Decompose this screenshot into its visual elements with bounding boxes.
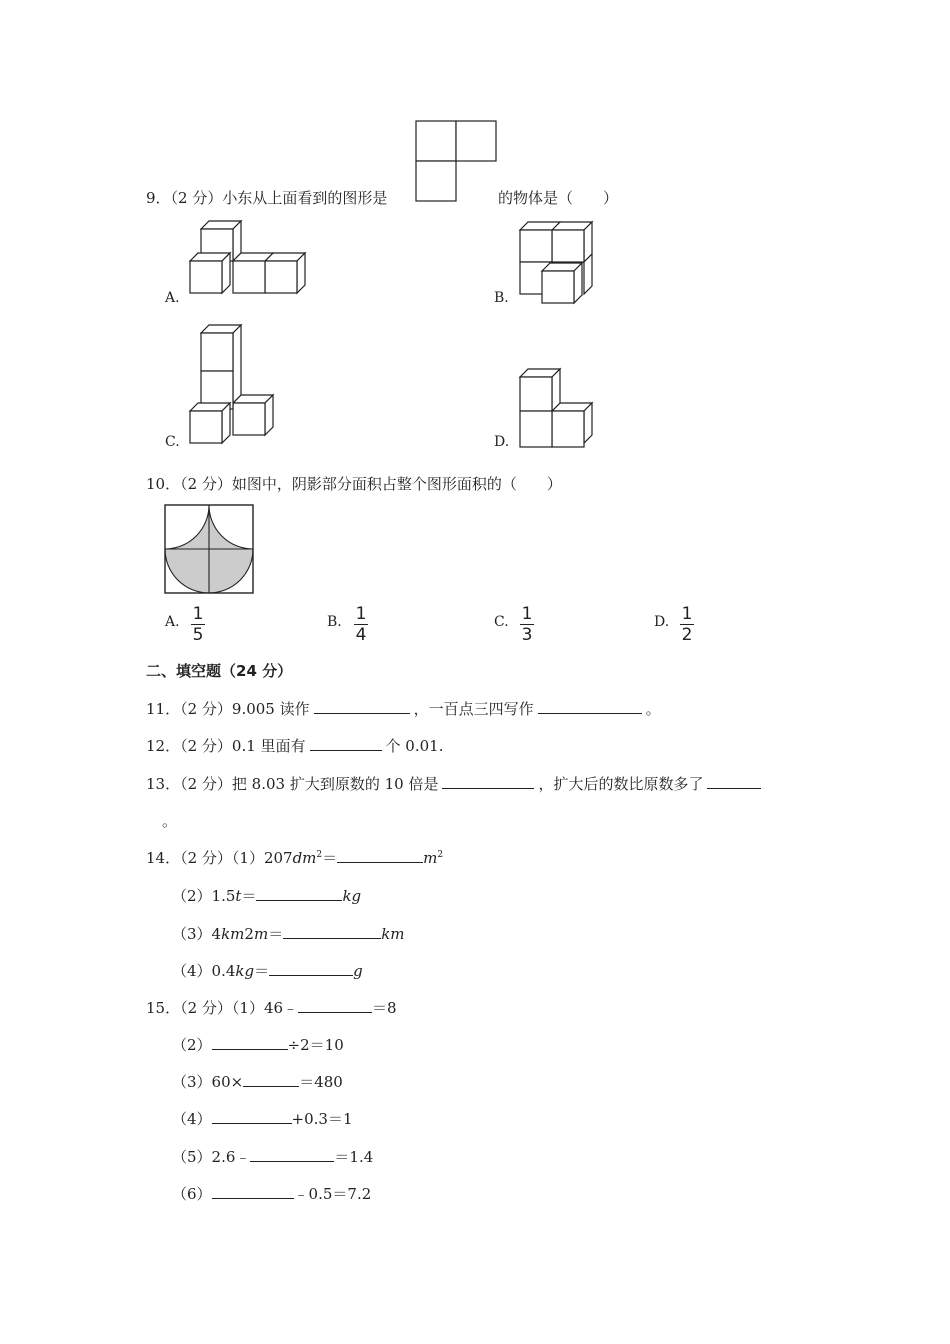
q14-line-3: （3）4km2m＝ km [172, 922, 405, 944]
q10-option-b-fraction: 1 4 [355, 604, 367, 645]
q9-option-d-label: D. [494, 434, 510, 450]
q9-stem-part-2: 的物体是（ ） [498, 189, 619, 207]
q9-option-a-label: A. [165, 290, 180, 306]
q10-stem: 10．（2 分）如图中，阴影部分面积占整个图形面积的（ ） [146, 475, 562, 493]
q10-option-d-fraction: 1 2 [681, 604, 693, 645]
q13-end-mark: 。 [162, 812, 178, 830]
q9-stem-part-1: 9．（2 分）小东从上面看到的图形是 [146, 189, 388, 207]
q15-line-6: （6） ﹣0.5＝7.2 [172, 1182, 371, 1204]
q12-line: 12．（2 分）0.1 里面有 个 0.01. [146, 734, 443, 756]
q9-option-c-figure [186, 320, 286, 450]
q11-line: 11．（2 分）9.005 读作 ，一百点三四写作 。 [146, 697, 661, 719]
q10-option-d-label: D. [654, 614, 670, 630]
q14-blank-3[interactable] [283, 922, 381, 939]
q15-blank-4[interactable] [212, 1107, 292, 1124]
q10-option-c-label: C. [494, 614, 509, 630]
q15-line-1: 15．（2 分）（1）46﹣ ＝8 [146, 996, 397, 1018]
q15-blank-6[interactable] [212, 1182, 294, 1199]
q10-option-b-label: B. [327, 614, 342, 630]
q14-line-4: （4）0.4kg＝ g [172, 959, 363, 981]
q10-shaded-figure [165, 505, 255, 595]
q11-blank-2[interactable] [538, 697, 642, 714]
q14-blank-2[interactable] [256, 884, 342, 901]
q15-blank-5[interactable] [250, 1145, 334, 1162]
q14-blank-4[interactable] [269, 959, 353, 976]
q9-option-b-figure [516, 214, 616, 309]
q9-option-b-label: B. [494, 290, 509, 306]
q10-option-c-fraction: 1 3 [521, 604, 533, 645]
q10-option-a-label: A. [165, 614, 180, 630]
q13-blank-2[interactable] [707, 772, 761, 789]
q14-line-2: （2）1.5t＝ kg [172, 884, 361, 906]
q9-top-view-figure [416, 121, 498, 203]
q15-blank-1[interactable] [298, 996, 372, 1013]
q15-line-5: （5）2.6﹣ ＝1.4 [172, 1145, 373, 1167]
q13-blank-1[interactable] [442, 772, 534, 789]
q9-option-d-figure [516, 362, 616, 452]
q14-line-1: 14．（2 分）$(1)207dm^2= m^2$ [146, 846, 443, 868]
q15-line-2: （2） ÷2＝10 [172, 1033, 344, 1055]
q15-blank-3[interactable] [243, 1070, 299, 1087]
section-2-title: 二、填空题（24 分） [146, 662, 293, 680]
q10-option-a-fraction: 1 5 [192, 604, 204, 645]
q15-line-3: （3）60× ＝480 [172, 1070, 343, 1092]
q15-line-4: （4） +0.3＝1 [172, 1107, 353, 1129]
q14-blank-1[interactable] [337, 846, 423, 863]
q9-option-c-label: C. [165, 434, 180, 450]
q11-blank-1[interactable] [314, 697, 410, 714]
q9-option-a-figure [186, 214, 316, 309]
q13-line: 13．（2 分）把 8.03 扩大到原数的 10 倍是 ，扩大后的数比原数多了 [146, 772, 765, 794]
q12-blank[interactable] [310, 734, 382, 751]
q15-blank-2[interactable] [212, 1033, 288, 1050]
